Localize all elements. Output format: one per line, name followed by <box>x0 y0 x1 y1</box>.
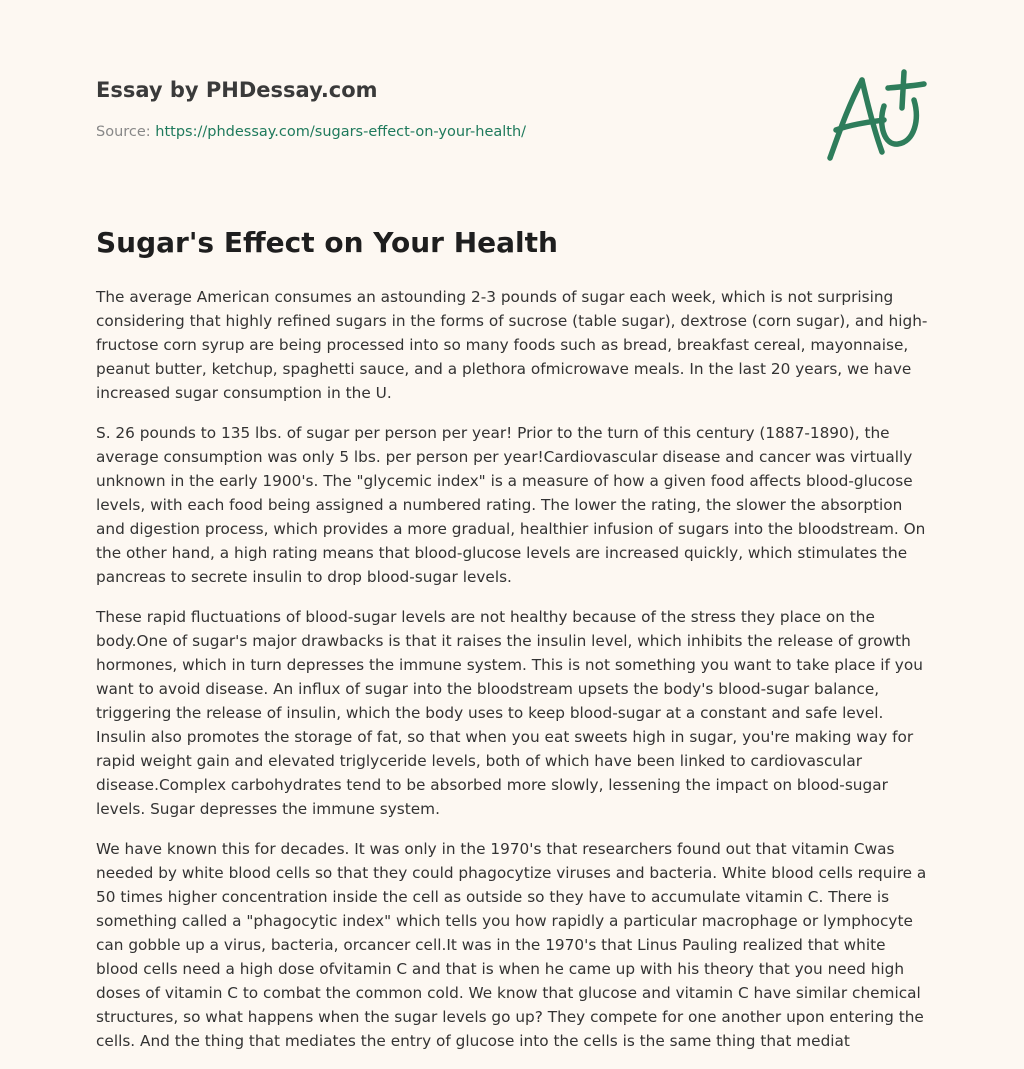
a-plus-grade-icon <box>822 66 932 166</box>
essay-paragraph: S. 26 pounds to 135 lbs. of sugar per person per year! Prior to the turn of this century (1887-1890), the average consumption was only 5 lbs. per person per year!Cardiovascular disease and cancer was virtually unknown in the early 1900's. The "glycemic index" is a measure of how a given food affects blood-glucose levels, with each food being assigned a numbered rating. The lower the rating, the slower the absorption and digestion process, which provides a more gradual, healthier infusion of sugars into the bloodstream. On the other hand, a high rating means that blood-glucose levels are increased quickly, which stimulates the pancreas to secrete insulin to drop blood-sugar levels. <box>96 424 926 586</box>
source-line <box>96 124 526 140</box>
essay-paragraph: The average American consumes an astounding 2-3 pounds of sugar each week, which is not surprising considering that highly refined sugars in the forms of sucrose (table sugar), dextrose (corn sugar), and high-fructose corn syrup are being processed into so many foods such as bread, breakfast cereal, mayonnaise, peanut butter, ketchup, spaghetti sauce, and a plethora ofmicrowave meals. In the last 20 years, we have increased sugar consumption in the U. <box>96 288 928 402</box>
source-label: Source: <box>96 124 151 140</box>
site-title: Essay by PHDessay.com <box>96 78 378 102</box>
source-link[interactable]: https://phdessay.com/sugars-effect-on-your-health/ <box>155 124 527 140</box>
essay-body <box>96 285 932 1069</box>
essay-title: Sugar's Effect on Your Health <box>96 226 558 259</box>
essay-paragraph: We have known this for decades. It was only in the 1970's that researchers found out that vitamin Cwas needed by white blood cells so that they could phagocytize viruses and bacteria. White blood cells require a 50 times higher concentration inside the cell as outside so they have to accumulate vitamin C. There is something called a "phagocytic index" which tells you how rapidly a particular macrophage or lymphocyte can gobble up a virus, bacteria, orcancer cell.It was in the 1970's that Linus Pauling realized that white blood cells need a high dose ofvitamin C and that is when he came up with his theory that you need high doses of vitamin C to combat the common cold. We know that glucose and vitamin C have similar chemical structures, so what happens when the sugar levels go up? They compete for one another upon entering the cells. And the thing that mediates the entry of glucose into the cells is the same thing that mediat <box>96 840 927 1050</box>
essay-paragraph: These rapid fluctuations of blood-sugar levels are not healthy because of the stress they place on the body.One of sugar's major drawbacks is that it raises the insulin level, which inhibits the release of growth hormones, which in turn depresses the immune system. This is not something you want to take place if you want to avoid disease. An influx of sugar into the bloodstream upsets the body's blood-sugar balance, triggering the release of insulin, which the body uses to keep blood-sugar at a constant and safe level. Insulin also promotes the storage of fat, so that when you eat sweets high in sugar, you're making way for rapid weight gain and elevated triglyceride levels, both of which have been linked to cardiovascular disease.Complex carbohydrates tend to be absorbed more slowly, lessening the impact on blood-sugar levels. Sugar depresses the immune system. <box>96 608 923 818</box>
